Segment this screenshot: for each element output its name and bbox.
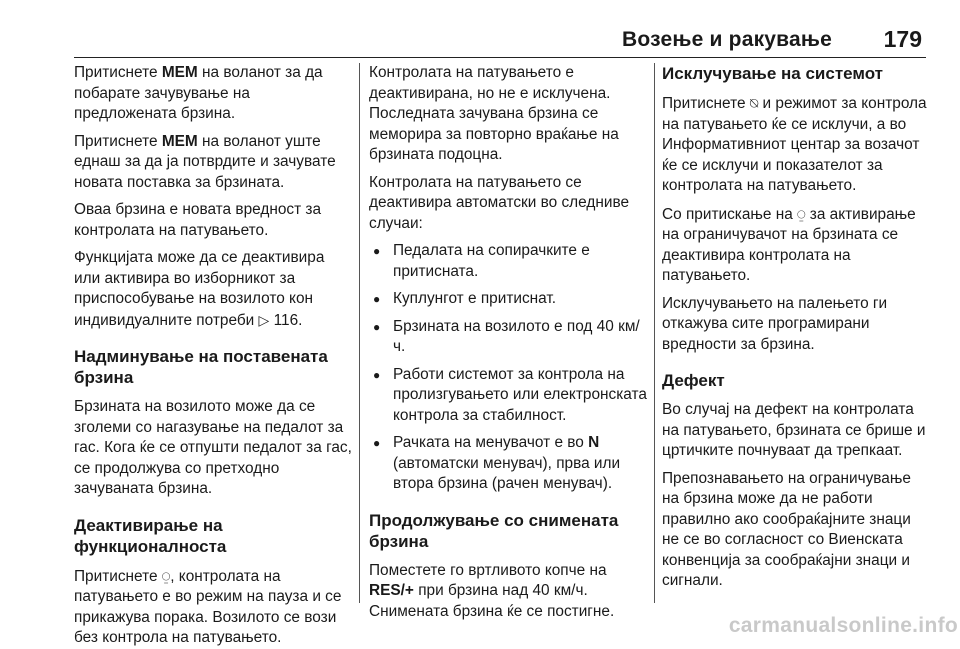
paragraph-mem-store: Притиснете MEM на воланот за да побарате зачувување на предложената брзина. <box>74 64 323 122</box>
auto-deactivation-list <box>369 241 651 495</box>
cruise-control-icon: ⍜ <box>161 567 171 584</box>
paragraph-deactivated-state: Контролата на патувањето е деактивирана, но не е исклучена. Последната зачувана брзина се меморира за повторно враќање на брзината подоцна. <box>369 64 619 163</box>
paragraph-auto-deactivation: Контролата на патувањето се деактивира автоматски во следниве случаи: <box>369 173 630 232</box>
heading-switch-off: Исклучување на системот <box>662 64 884 83</box>
header-divider <box>74 57 926 58</box>
list-item: ● Рачката на менувачот е во N (автоматски менувач), прва или втора брзина (рачен менувач). <box>369 433 651 495</box>
mem-key-label: MEM <box>161 132 198 150</box>
mem-key-label: MEM <box>161 64 198 81</box>
column-3 <box>662 63 928 612</box>
list-item: ● Работи системот за контрола на пролизгувањето или електронската контрола за стабилност. <box>369 365 651 427</box>
paragraph-speed-limiter: Со притискање на ⍜ за активирање на ограничувачот на брзината се деактивира контролата на патувањето. <box>662 205 916 284</box>
neutral-gear-label: N <box>588 434 600 451</box>
column-2 <box>369 63 651 620</box>
section-title: Возење и ракување <box>622 28 832 51</box>
list-item: ● Педалата на сопирачките е притисната. <box>369 241 651 282</box>
paragraph-fault: Во случај на дефект на контролата на патувањето, брзината се брише и цртичките почнуваат да трепкаат. <box>662 401 926 459</box>
page-reference-icon: ▷ <box>258 311 270 328</box>
column-1 <box>74 63 354 646</box>
list-item: ● Куплунгот е притиснат. <box>369 289 651 310</box>
cruise-control-off-icon: ⍉ <box>749 95 759 111</box>
watermark: carmanualsonline.info <box>728 614 958 637</box>
heading-resume-speed: Продолжување со снимената брзина <box>369 510 619 551</box>
paragraph-mem-confirm: Притиснете MEM на воланот уште еднаш за да ја потврдите и зачувате новата поставка за брзината. <box>74 132 336 191</box>
paragraph-deactivation: Притиснете ⍜, контролата на патувањето е во режим на пауза и се прикажува порака. Возилото се вози без контрола на патувањето. <box>74 567 342 646</box>
res-plus-label: RES/+ <box>369 582 414 599</box>
paragraph-sign-recognition: Препознавањето на ограничување на брзина може да не работи правилно ако сообраќајните знаци не се во согласност со Виенската конвенција за сообраќајни знаци и сигнали. <box>662 469 911 589</box>
column-divider-2 <box>654 63 655 603</box>
list-item: ● Брзината на возилото е под 40 км/ч. <box>369 317 651 358</box>
paragraph-new-speed: Оваа брзина е новата вредност за контролата на патувањето. <box>74 201 322 239</box>
heading-deactivation: Деактивирање на функционалноста <box>74 515 227 556</box>
speed-limiter-icon: ⍜ <box>797 205 806 222</box>
paragraph-exceeding-speed: Брзината на возилото може да се зголеми со нагазување на педалот за гас. Кога ќе се отпушти педалот за гас, се продолжува со претходно зачуваната брзина. <box>74 398 352 497</box>
heading-exceeding-speed: Надминување на поставената брзина <box>74 347 328 387</box>
page-number: 179 <box>883 26 922 52</box>
paragraph-personalization: Функцијата може да се деактивира или активира во изборникот за приспособување на возилото кон индивидуалните потреби ▷ 116. <box>74 249 325 329</box>
paragraph-resume-speed: Поместете го вртливото копче на RES/+ при брзина над 40 км/ч. Снимената брзина ќе се постигне. <box>369 561 615 620</box>
paragraph-switch-off: Притиснете ⍉ и режимот за контрола на патувањето ќе се исклучи, а во Информативниот центар за возачот ќе се исклучи и показателот за контролата на патувањето. <box>662 95 927 194</box>
paragraph-ignition-off: Исклучувањето на палењето ги откажува сите програмирани вредности за брзина. <box>662 294 888 353</box>
page-reference: 116. <box>269 311 303 329</box>
column-divider-1 <box>359 63 360 603</box>
heading-fault: Дефект <box>662 371 725 390</box>
page-header <box>0 0 960 58</box>
